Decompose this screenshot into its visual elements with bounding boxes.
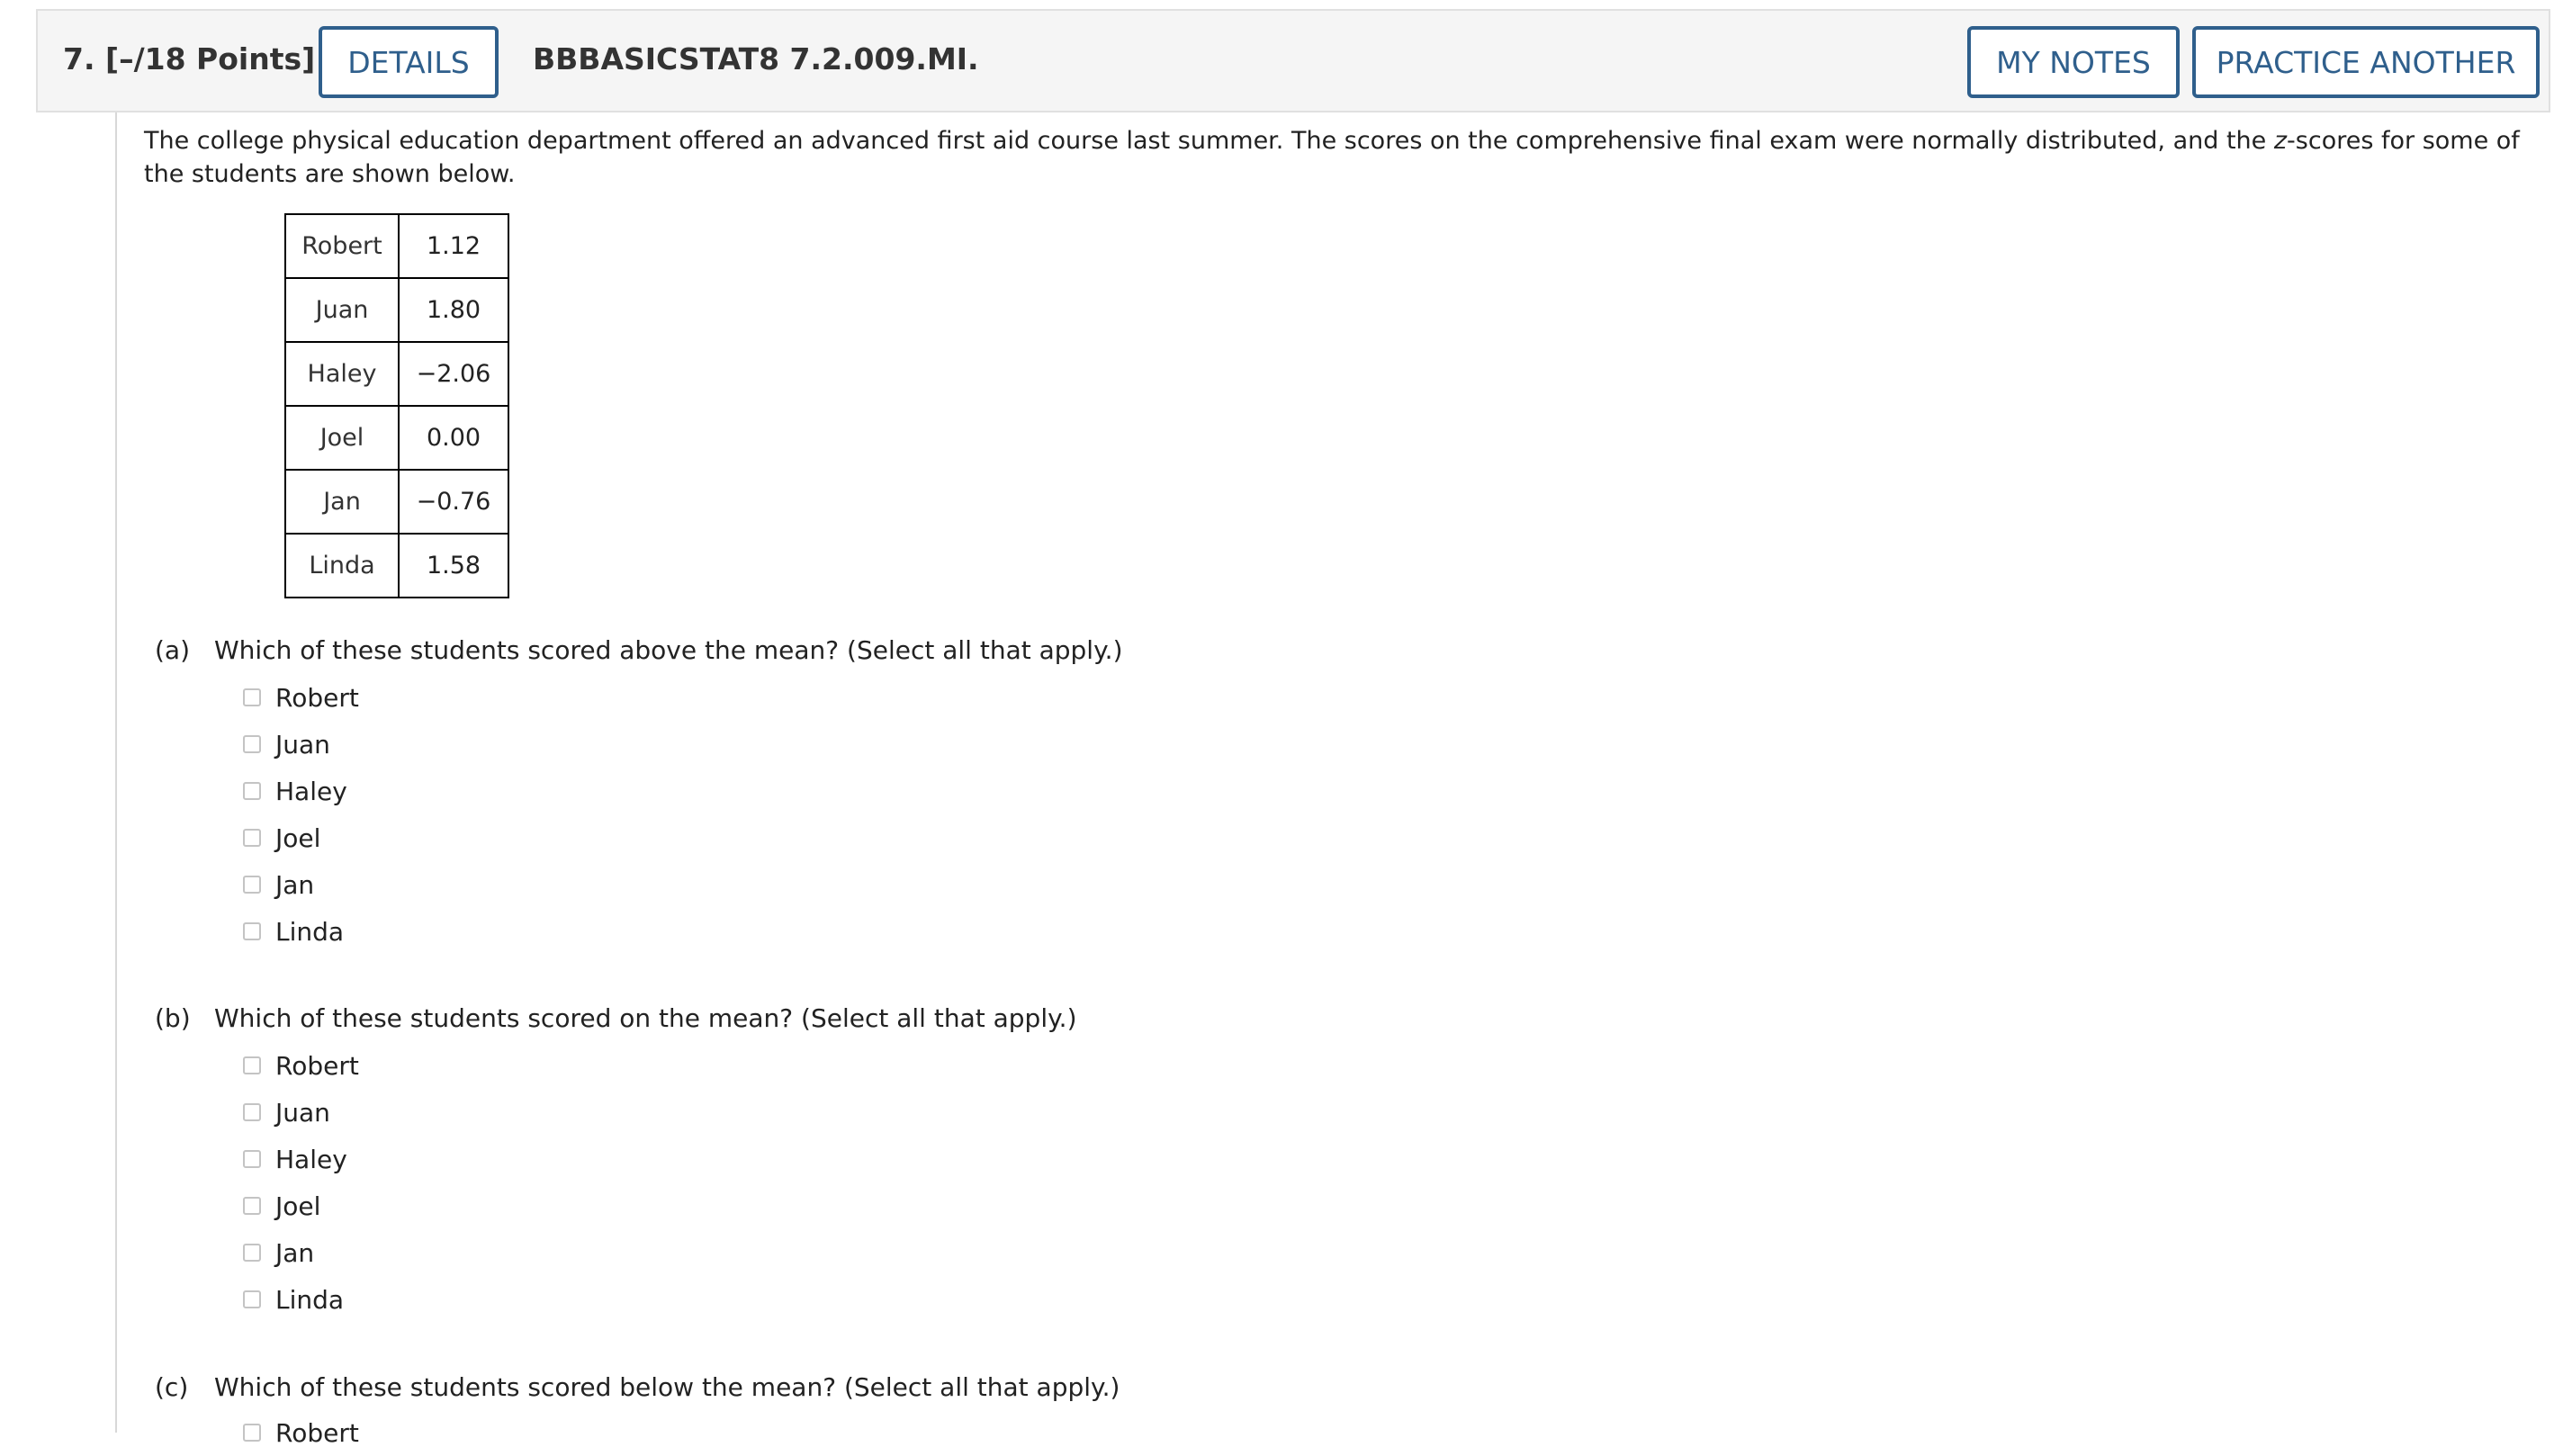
table-row	[285, 470, 508, 534]
option-label: Jan	[275, 1237, 315, 1268]
z-score-value: 1.12	[399, 214, 508, 278]
details-button[interactable]: DETAILS	[319, 26, 499, 98]
part-a-option-linda[interactable]	[243, 908, 359, 955]
question-number-and-points	[63, 41, 315, 76]
points-label: [–/18 Points]	[105, 41, 316, 76]
z-score-value: 1.80	[399, 278, 508, 342]
part-b-prompt	[155, 1003, 1077, 1033]
student-name: Juan	[285, 278, 399, 342]
problem-statement-part1: The college physical education department offered an advanced first aid course last summer. The scores on the comprehensive final exam were normally distributed, and the	[144, 127, 2274, 155]
option-label: Joel	[275, 1191, 321, 1221]
part-a-option-robert[interactable]	[243, 674, 359, 721]
table-row	[285, 214, 508, 278]
z-score-value: 0.00	[399, 406, 508, 470]
part-c-prompt	[155, 1372, 1120, 1402]
problem-statement-part2: -scores for some of the students are shown below.	[144, 127, 2520, 188]
problem-statement	[144, 124, 2520, 191]
checkbox[interactable]	[243, 1290, 261, 1308]
checkbox[interactable]	[243, 1150, 261, 1168]
part-b-option-robert[interactable]	[243, 1042, 359, 1089]
z-score-value: 1.58	[399, 534, 508, 598]
table-row	[285, 406, 508, 470]
problem-code: BBBASICSTAT8 7.2.009.MI.	[533, 41, 979, 76]
checkbox[interactable]	[243, 1244, 261, 1262]
student-name: Jan	[285, 470, 399, 534]
part-a-option-juan[interactable]	[243, 721, 359, 768]
checkbox[interactable]	[243, 782, 261, 800]
option-label: Joel	[275, 822, 321, 853]
z-variable: z	[2273, 127, 2288, 155]
part-b-options	[243, 1042, 359, 1323]
part-a-options	[243, 674, 359, 955]
part-b-option-joel[interactable]	[243, 1182, 359, 1229]
part-c-option-robert[interactable]	[243, 1409, 359, 1456]
checkbox[interactable]	[243, 1103, 261, 1121]
table-row	[285, 342, 508, 406]
student-name: Haley	[285, 342, 399, 406]
part-a-question: Which of these students scored above the mean? (Select all that apply.)	[214, 635, 1123, 665]
option-label: Robert	[275, 1050, 359, 1081]
z-score-value: −0.76	[399, 470, 508, 534]
z-score-value: −2.06	[399, 342, 508, 406]
option-label: Juan	[275, 729, 330, 759]
option-label: Robert	[275, 1417, 359, 1448]
student-name: Robert	[285, 214, 399, 278]
part-c-letter: (c)	[155, 1372, 189, 1402]
my-notes-button[interactable]: MY NOTES	[1967, 26, 2180, 98]
student-name: Linda	[285, 534, 399, 598]
part-b-letter: (b)	[155, 1003, 191, 1033]
part-c-question: Which of these students scored below the mean? (Select all that apply.)	[214, 1372, 1120, 1402]
practice-another-button[interactable]: PRACTICE ANOTHER	[2192, 26, 2540, 98]
checkbox[interactable]	[243, 1197, 261, 1215]
table-row	[285, 534, 508, 598]
part-c-options	[243, 1409, 359, 1456]
part-b-option-jan[interactable]	[243, 1229, 359, 1276]
table-row	[285, 278, 508, 342]
checkbox[interactable]	[243, 876, 261, 894]
part-a-option-joel[interactable]	[243, 814, 359, 861]
part-b-option-haley[interactable]	[243, 1136, 359, 1182]
part-b-option-juan[interactable]	[243, 1089, 359, 1136]
question-header	[36, 9, 2550, 112]
part-a-letter: (a)	[155, 635, 191, 665]
question-number: 7.	[63, 41, 95, 76]
option-label: Juan	[275, 1097, 330, 1128]
checkbox[interactable]	[243, 922, 261, 940]
checkbox[interactable]	[243, 1424, 261, 1442]
option-label: Robert	[275, 682, 359, 713]
part-a-option-haley[interactable]	[243, 768, 359, 814]
z-score-table	[284, 213, 509, 598]
part-a-prompt	[155, 635, 1123, 665]
part-b-option-linda[interactable]	[243, 1276, 359, 1323]
part-b-question: Which of these students scored on the mean? (Select all that apply.)	[214, 1003, 1077, 1033]
checkbox[interactable]	[243, 688, 261, 706]
student-name: Joel	[285, 406, 399, 470]
option-label: Linda	[275, 916, 345, 947]
checkbox[interactable]	[243, 829, 261, 847]
option-label: Haley	[275, 776, 347, 806]
checkbox[interactable]	[243, 735, 261, 753]
option-label: Linda	[275, 1284, 345, 1315]
part-a-option-jan[interactable]	[243, 861, 359, 908]
option-label: Jan	[275, 869, 315, 900]
checkbox[interactable]	[243, 1056, 261, 1074]
option-label: Haley	[275, 1144, 347, 1174]
